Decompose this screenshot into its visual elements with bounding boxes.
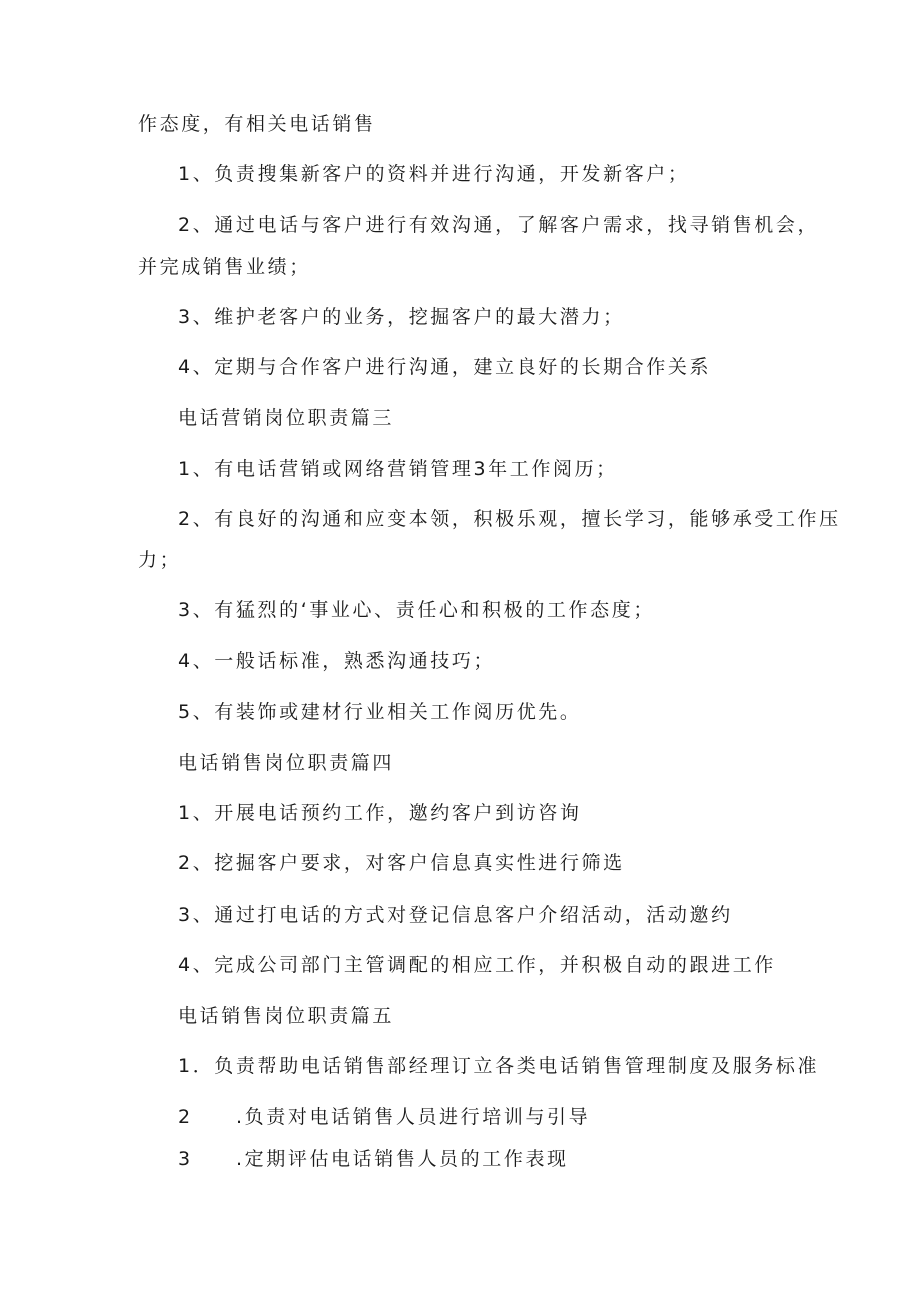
paragraph-line: 2、挖掘客户要求，对客户信息真实性进行筛选 [178, 852, 625, 874]
paragraph-line: 3、维护老客户的业务，挖掘客户的最大潜力； [178, 306, 625, 328]
paragraph-line: 3、有猛烈的‘事业心、责任心和积极的工作态度； [178, 599, 655, 621]
section-heading: 电话营销岗位职责篇三 [178, 407, 395, 429]
item-number: 2 [178, 1106, 193, 1128]
item-text: .负责对电话销售人员进行培训与引导 [236, 1106, 591, 1128]
paragraph-line: 1、负责搜集新客户的资料并进行沟通，开发新客户； [178, 163, 690, 185]
paragraph-line: 1．负责帮助电话销售部经理订立各类电话销售管理制度及服务标准 [178, 1055, 820, 1077]
paragraph-line: 2、通过电话与客户进行有效沟通，了解客户需求，找寻销售机会， [178, 214, 820, 236]
paragraph-line: 1、开展电话预约工作，邀约客户到访咨询 [178, 802, 582, 824]
numbered-item [178, 1147, 569, 1171]
paragraph-line: 4、定期与合作客户进行沟通，建立良好的长期合作关系 [178, 356, 712, 378]
paragraph-line: 5、有装饰或建材行业相关工作阅历优先。 [178, 701, 582, 723]
paragraph-line: 作态度，有相关电话销售 [138, 113, 376, 135]
paragraph-line: 2、有良好的沟通和应变本领，积极乐观，擅长学习，能够承受工作压 [178, 508, 841, 530]
paragraph-line: 4、完成公司部门主管调配的相应工作，并积极自动的跟进工作 [178, 954, 776, 976]
paragraph-line: 力； [138, 549, 182, 571]
paragraph-line: 并完成销售业绩； [138, 256, 311, 278]
numbered-item [178, 1105, 590, 1129]
item-number: 3 [178, 1148, 193, 1170]
paragraph-line: 1、有电话营销或网络营销管理3年工作阅历； [178, 458, 618, 480]
paragraph-line: 4、一般话标准，熟悉沟通技巧； [178, 650, 496, 672]
item-text: .定期评估电话销售人员的工作表现 [236, 1148, 569, 1170]
section-heading: 电话销售岗位职责篇五 [178, 1005, 395, 1027]
section-heading: 电话销售岗位职责篇四 [178, 752, 395, 774]
paragraph-line: 3、通过打电话的方式对登记信息客户介绍活动，活动邀约 [178, 904, 733, 926]
